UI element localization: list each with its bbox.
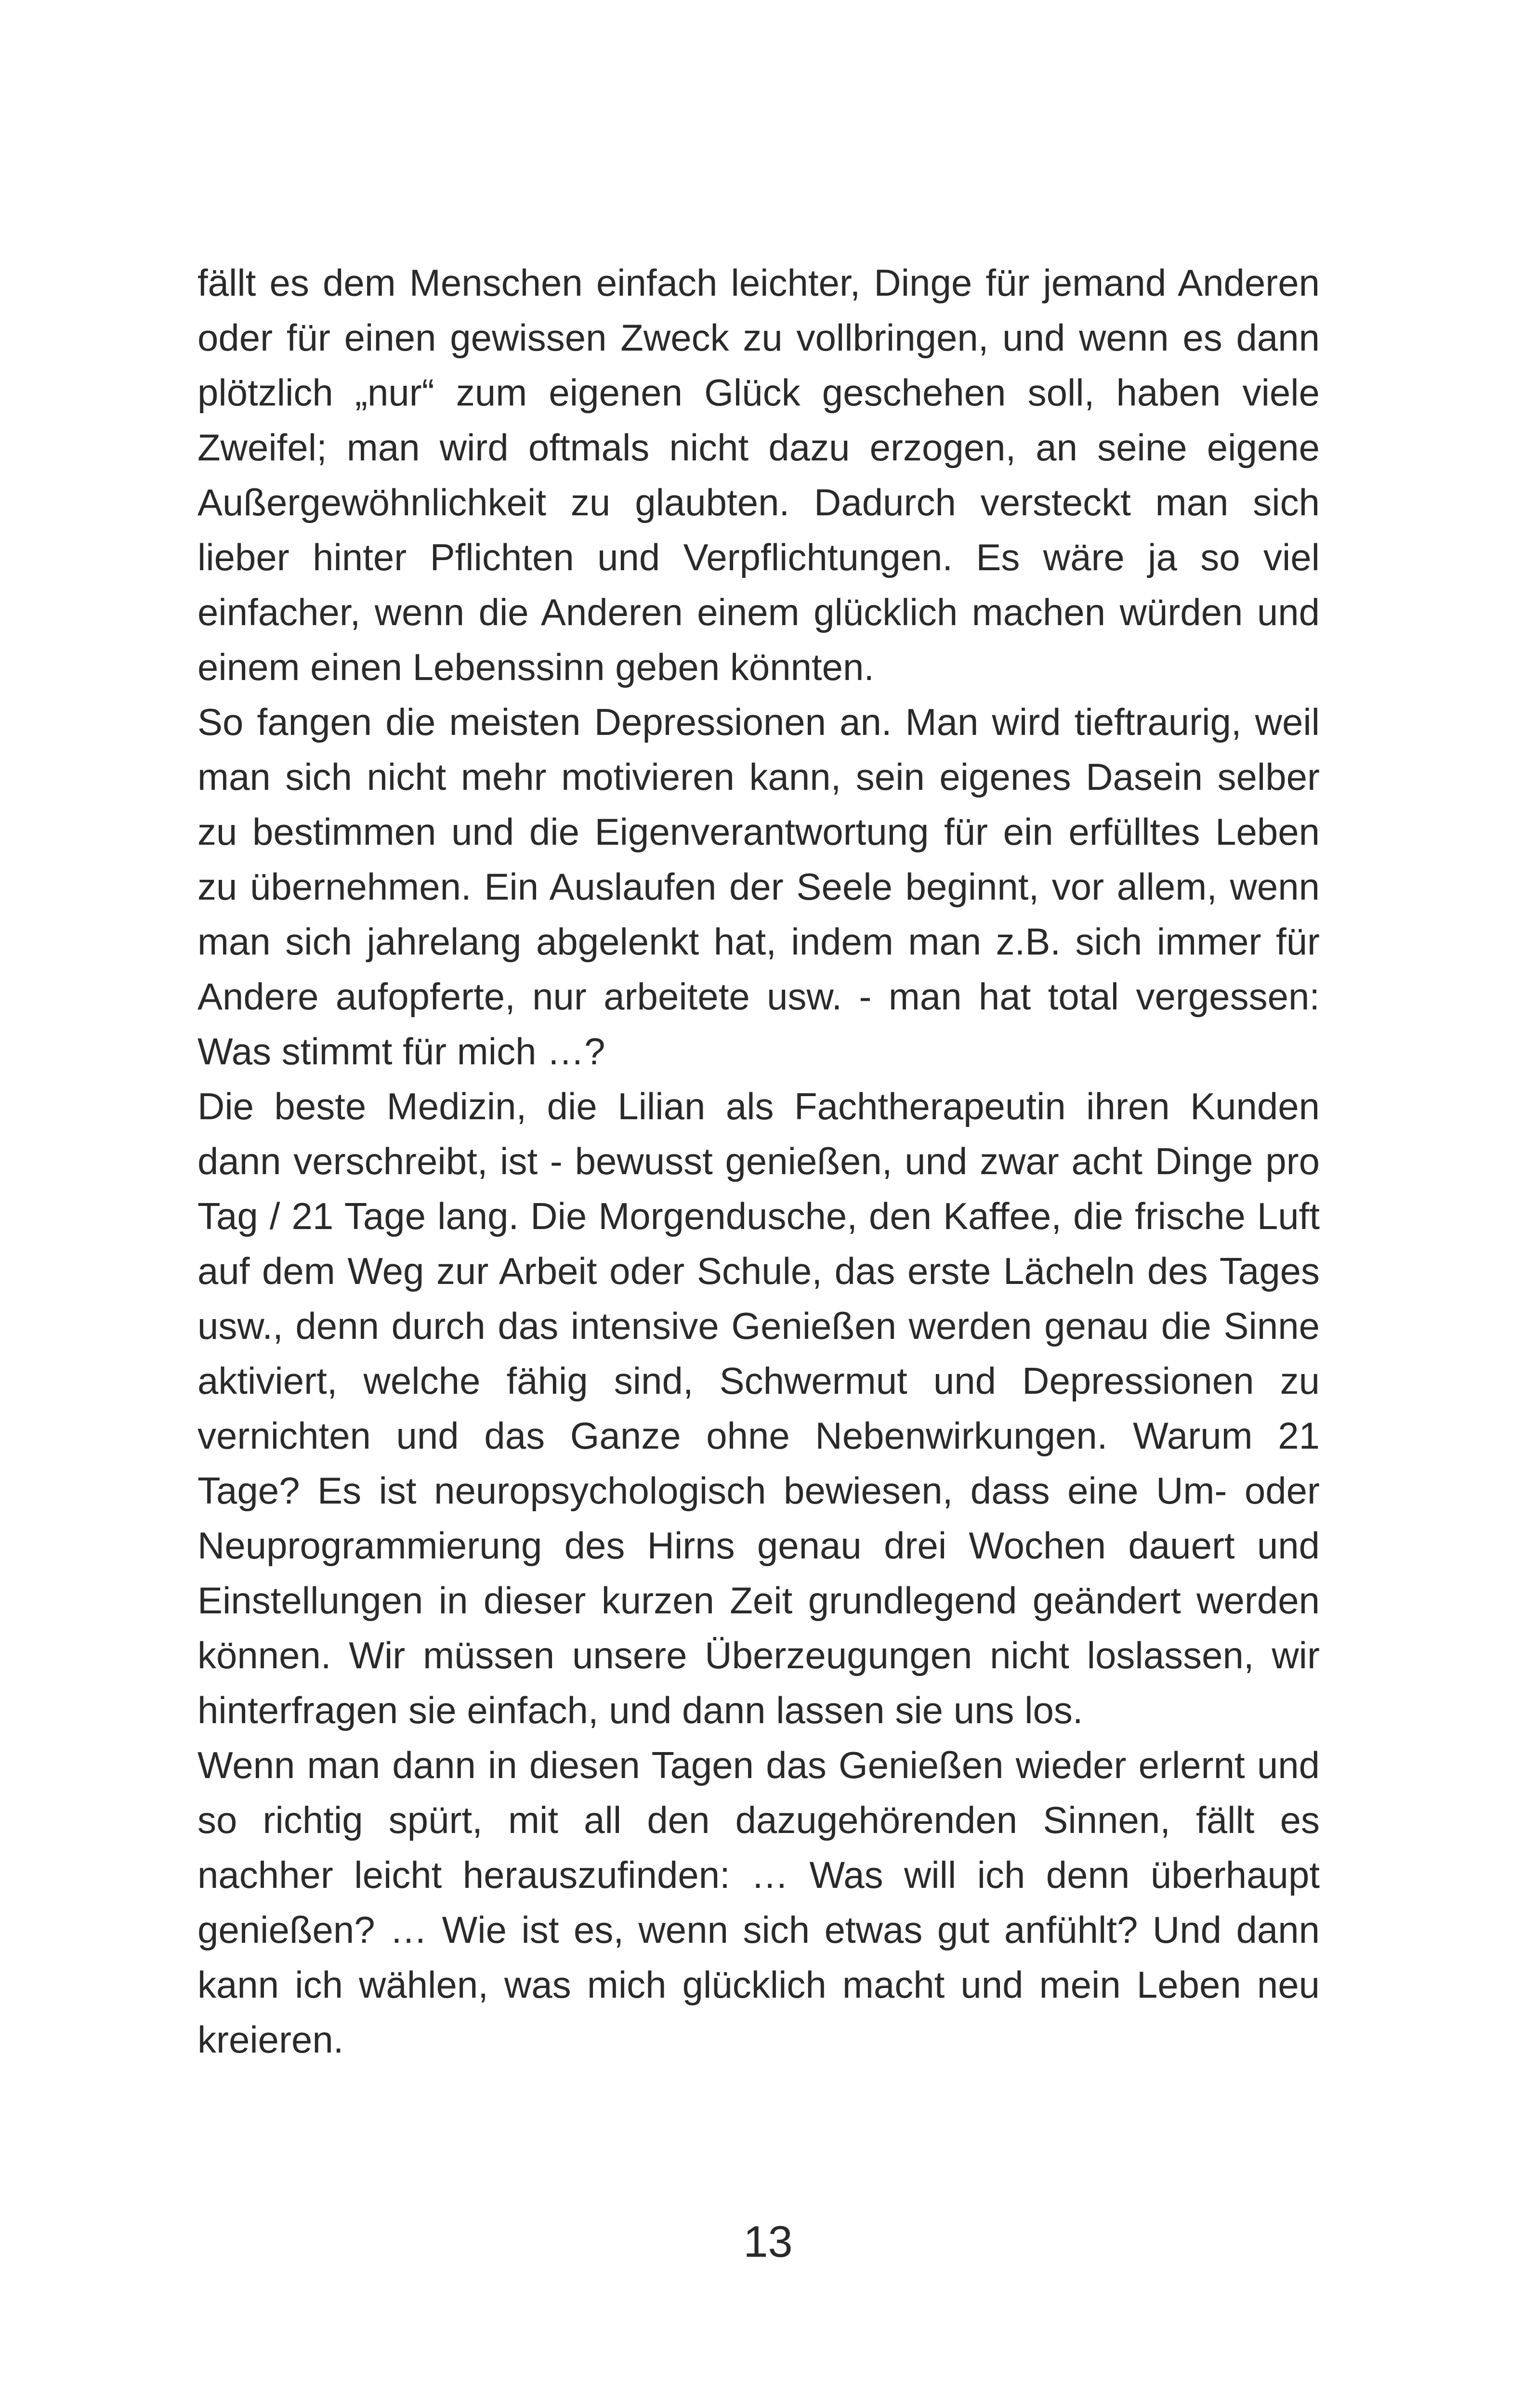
- body-text: [197, 255, 1320, 2067]
- paragraph-3: Die beste Medizin, die Lilian als Fachtherapeutin ihren Kunden dann verschreibt, ist - bewusst genießen, und zwar acht Dinge pro Tag / 21 Tage lang. Die Morgendusche, den Kaffee, die frische Luft auf dem Weg zur Arbeit oder Schule, das erste Lächeln des Tages usw., denn durch das intensive Genießen werden genau die Sinne aktiviert, welche fähig sind, Schwermut und Depressionen zu vernichten und das Ganze ohne Nebenwirkungen. Warum 21 Tage? Es ist neuropsychologisch bewiesen, dass eine Um- oder Neuprogrammierung des Hirns genau drei Wochen dauert und Einstellungen in dieser kurzen Zeit grundlegend geändert werden können. Wir müssen unsere Überzeugungen nicht loslassen, wir hinterfragen sie einfach, und dann lassen sie uns los.: [197, 1085, 1320, 1731]
- paragraph-2: So fangen die meisten Depressionen an. Man wird tieftraurig, weil man sich nicht mehr motivieren kann, sein eigenes Dasein selber zu bestimmen und die Eigenverantwortung für ein erfülltes Leben zu übernehmen. Ein Auslaufen der Seele beginnt, vor allem, wenn man sich jahrelang abgelenkt hat, indem man z.B. sich immer für Andere aufopferte, nur arbeitete usw. - man hat total vergessen: Was stimmt für mich …?: [197, 701, 1320, 1073]
- page-number: 13: [743, 2217, 793, 2266]
- paragraph-4: Wenn man dann in diesen Tagen das Genießen wieder erlernt und so richtig spürt, mit all den dazugehörenden Sinnen, fällt es nachher leicht herauszufinden: … Was will ich denn überhaupt genießen? … Wie ist es, wenn sich etwas gut anfühlt? Und dann kann ich wählen, was mich glücklich macht und mein Leben neu kreieren.: [197, 1744, 1320, 2061]
- paragraph-1: fällt es dem Menschen einfach leichter, Dinge für jemand Anderen oder für einen gewissen Zweck zu vollbringen, und wenn es dann plötzlich „nur“ zum eigenen Glück geschehen soll, haben viele Zweifel; man wird oftmals nicht dazu erzogen, an seine eigene Außergewöhnlichkeit zu glaubten. Dadurch versteckt man sich lieber hinter Pflichten und Verpflichtungen. Es wäre ja so viel einfacher, wenn die Anderen einem glücklich machen würden und einem einen Lebenssinn geben könnten.: [197, 262, 1320, 688]
